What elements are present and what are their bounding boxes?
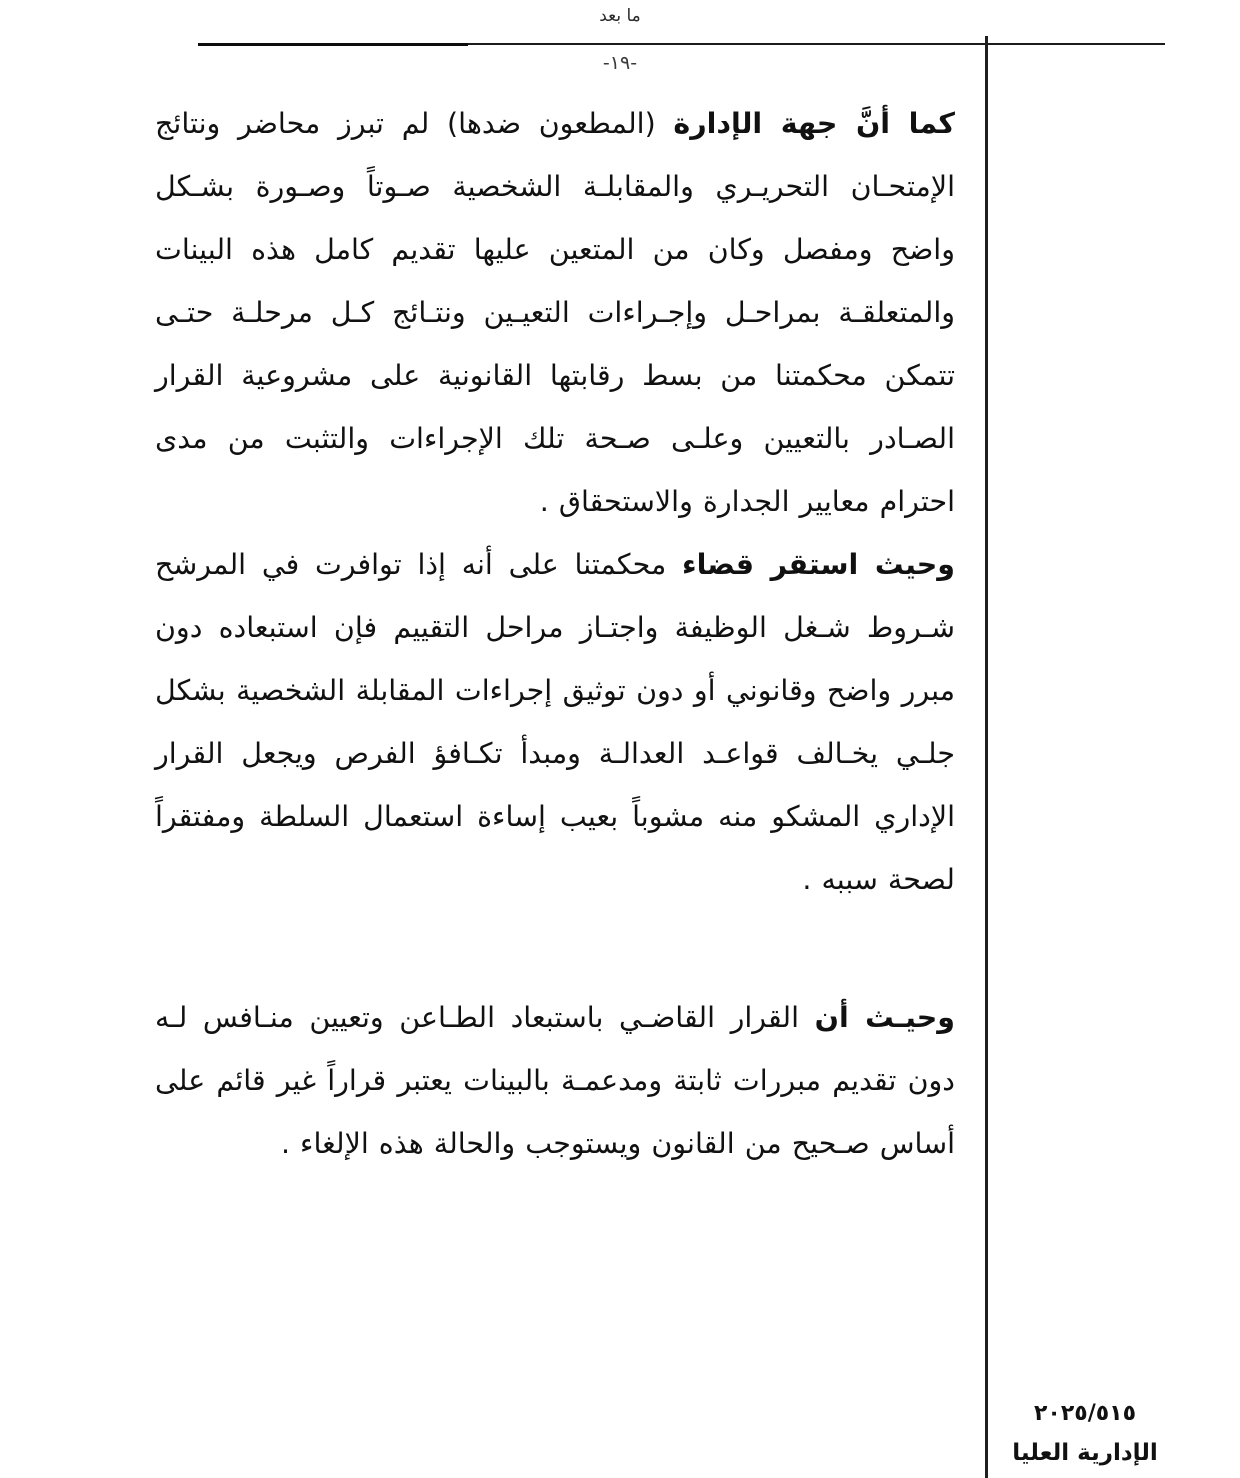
header-horizontal-rule (198, 43, 1165, 45)
body-text-column (155, 92, 955, 1175)
paragraph-2 (155, 533, 955, 911)
paragraph-2-lead: وحيث استقر قضاء (682, 548, 955, 581)
paragraph-3-text: القرار القاضـي باستبعاد الطـاعن وتعيين منـافس لـه دون تقديم مبررات ثابتة ومدعمـة بالبينات يعتبر قراراً غير قائم على أساس صـحيح من القانون ويستوجب والحالة هذه الإلغاء . (155, 1001, 955, 1160)
running-head: ما بعد (599, 6, 641, 26)
paragraph-1-text: (المطعون ضدها) لم تبرز محاضر ونتائج الإمتحـان التحريـري والمقابلـة الشخصية صـوتاً وصـورة بشـكل واضح ومفصل وكان من المتعين عليها تقديم كامل هذه البينات والمتعلقـة بمراحـل وإجـراءات التعيـين ونتـائج كـل مرحلـة حتـى تتمكن محكمتنا من بسط رقابتها القانونية على مشروعية القرار الصـادر بالتعيين وعلـى صـحة تلك الإجراءات والتثبت من مدى احترام معايير الجدارة والاستحقاق . (155, 107, 955, 518)
paragraph-1-lead: كما أنَّ جهة الإدارة (673, 107, 955, 140)
case-number: ٢٠٢٥/٥١٥ (1033, 1401, 1137, 1426)
margin-vertical-rule (985, 36, 988, 1478)
paragraph-1 (155, 92, 955, 533)
paragraph-3 (155, 986, 955, 1175)
court-name: الإدارية العليا (1012, 1440, 1158, 1466)
page-number: -١٩- (602, 52, 638, 74)
footer-stamp (970, 1401, 1200, 1466)
paragraph-3-lead: وحيـث أن (814, 1001, 955, 1034)
paragraph-2-text: محكمتنا على أنه إذا توافرت في المرشح شـروط شـغل الوظيفة واجتـاز مراحل التقييم فإن استبعاده دون مبرر واضح وقانوني أو دون توثيق إجراءات المقابلة الشخصية بشكل جلـي يخـالف قواعـد العدالـة ومبدأ تكـافؤ الفرص ويجعل القرار الإداري المشكو منه مشوباً بعيب إساءة استعمال السلطة ومفتقراً لصحة سببه . (155, 548, 955, 896)
